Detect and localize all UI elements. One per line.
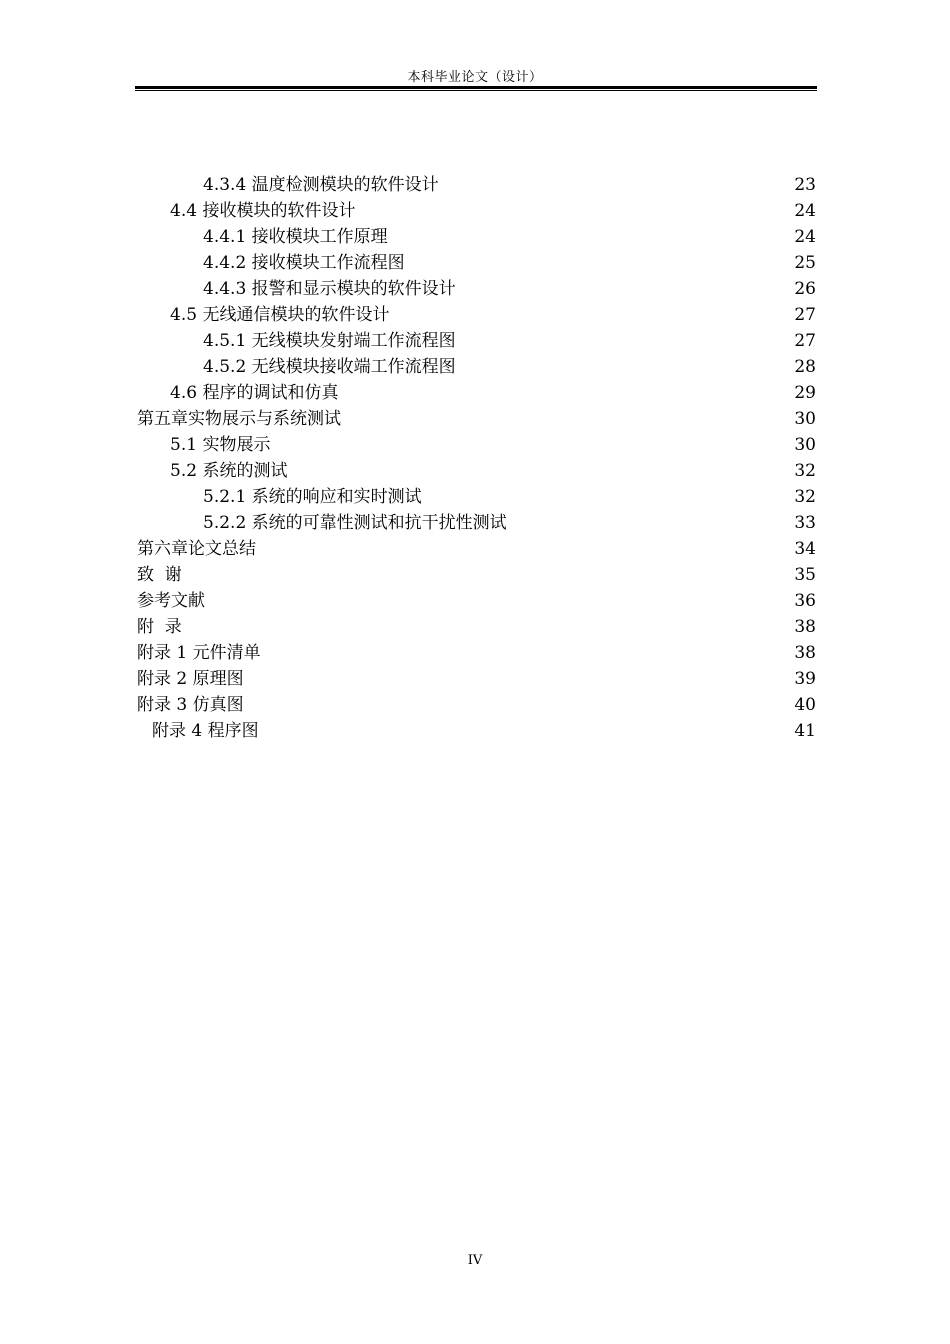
toc-entry-page: 38 (794, 643, 816, 663)
toc-entry[interactable] (0, 276, 950, 302)
toc-entry-page: 33 (794, 513, 816, 533)
toc-entry-page: 32 (794, 487, 816, 507)
toc-entry[interactable] (0, 640, 950, 666)
toc-entry-page: 32 (794, 461, 816, 481)
toc-entry[interactable] (0, 588, 950, 614)
toc-entry[interactable] (0, 718, 950, 744)
toc-entry[interactable] (0, 354, 950, 380)
toc-entry[interactable] (0, 406, 950, 432)
toc-entry[interactable] (0, 692, 950, 718)
toc-entry[interactable] (0, 328, 950, 354)
toc-entry-page: 41 (794, 721, 816, 741)
toc-entry-label: 4.5.1 无线模块发射端工作流程图 (203, 331, 456, 351)
toc-entry-page: 35 (794, 565, 816, 585)
toc-entry[interactable] (0, 484, 950, 510)
toc-entry-page: 24 (794, 227, 816, 247)
toc-entry-label: 4.5 无线通信模块的软件设计 (170, 305, 390, 325)
toc-entry-page: 23 (794, 175, 816, 195)
toc-entry[interactable] (0, 198, 950, 224)
toc-entry-label: 4.4.3 报警和显示模块的软件设计 (203, 279, 456, 299)
toc-entry-page: 30 (794, 409, 816, 429)
toc-entry-label: 5.2.1 系统的响应和实时测试 (203, 487, 422, 507)
toc-entry-label: 4.4.2 接收模块工作流程图 (203, 253, 405, 273)
toc-entry[interactable] (0, 224, 950, 250)
toc-entry-label: 附录 3 仿真图 (137, 695, 244, 715)
toc-entry[interactable] (0, 666, 950, 692)
toc-entry-page: 30 (794, 435, 816, 455)
toc-entry[interactable] (0, 250, 950, 276)
toc-entry-page: 27 (794, 331, 816, 351)
toc-entry-page: 27 (794, 305, 816, 325)
toc-entry-page: 28 (794, 357, 816, 377)
toc-entry-label: 4.3.4 温度检测模块的软件设计 (203, 175, 439, 195)
page-number: IV (467, 1253, 483, 1268)
toc-entry-label: 附录 4 程序图 (152, 721, 259, 741)
toc-entry[interactable] (0, 614, 950, 640)
toc-entry-label: 致 谢 (137, 565, 182, 585)
toc-entry-page: 39 (794, 669, 816, 689)
toc-entry[interactable] (0, 536, 950, 562)
toc-entry[interactable] (0, 380, 950, 406)
toc-entry-page: 40 (794, 695, 816, 715)
table-of-contents (0, 172, 950, 744)
toc-entry[interactable] (0, 562, 950, 588)
toc-entry-page: 24 (794, 201, 816, 221)
toc-entry-label: 第六章论文总结 (137, 539, 256, 559)
toc-entry-label: 4.5.2 无线模块接收端工作流程图 (203, 357, 456, 377)
header-rule-thin (135, 90, 817, 91)
toc-entry-label: 4.4.1 接收模块工作原理 (203, 227, 388, 247)
toc-entry-page: 29 (794, 383, 816, 403)
toc-entry[interactable] (0, 458, 950, 484)
header-title: 本科毕业论文（设计） (407, 70, 543, 85)
toc-entry-page: 26 (794, 279, 816, 299)
toc-entry-label: 5.1 实物展示 (170, 435, 271, 455)
toc-entry-page: 36 (794, 591, 816, 611)
toc-entry[interactable] (0, 510, 950, 536)
toc-entry-page: 34 (794, 539, 816, 559)
toc-entry[interactable] (0, 302, 950, 328)
toc-entry-label: 4.6 程序的调试和仿真 (170, 383, 339, 403)
toc-entry[interactable] (0, 432, 950, 458)
toc-entry-page: 38 (794, 617, 816, 637)
toc-entry-page: 25 (794, 253, 816, 273)
toc-entry[interactable] (0, 172, 950, 198)
toc-entry-label: 附录 1 元件清单 (137, 643, 261, 663)
toc-entry-label: 5.2.2 系统的可靠性测试和抗干扰性测试 (203, 513, 507, 533)
header-rule (135, 86, 817, 89)
toc-entry-label: 5.2 系统的测试 (170, 461, 288, 481)
toc-entry-label: 4.4 接收模块的软件设计 (170, 201, 356, 221)
toc-entry-label: 第五章实物展示与系统测试 (137, 409, 341, 429)
toc-entry-label: 附 录 (137, 617, 182, 637)
toc-entry-label: 参考文献 (137, 591, 205, 611)
toc-entry-label: 附录 2 原理图 (137, 669, 244, 689)
